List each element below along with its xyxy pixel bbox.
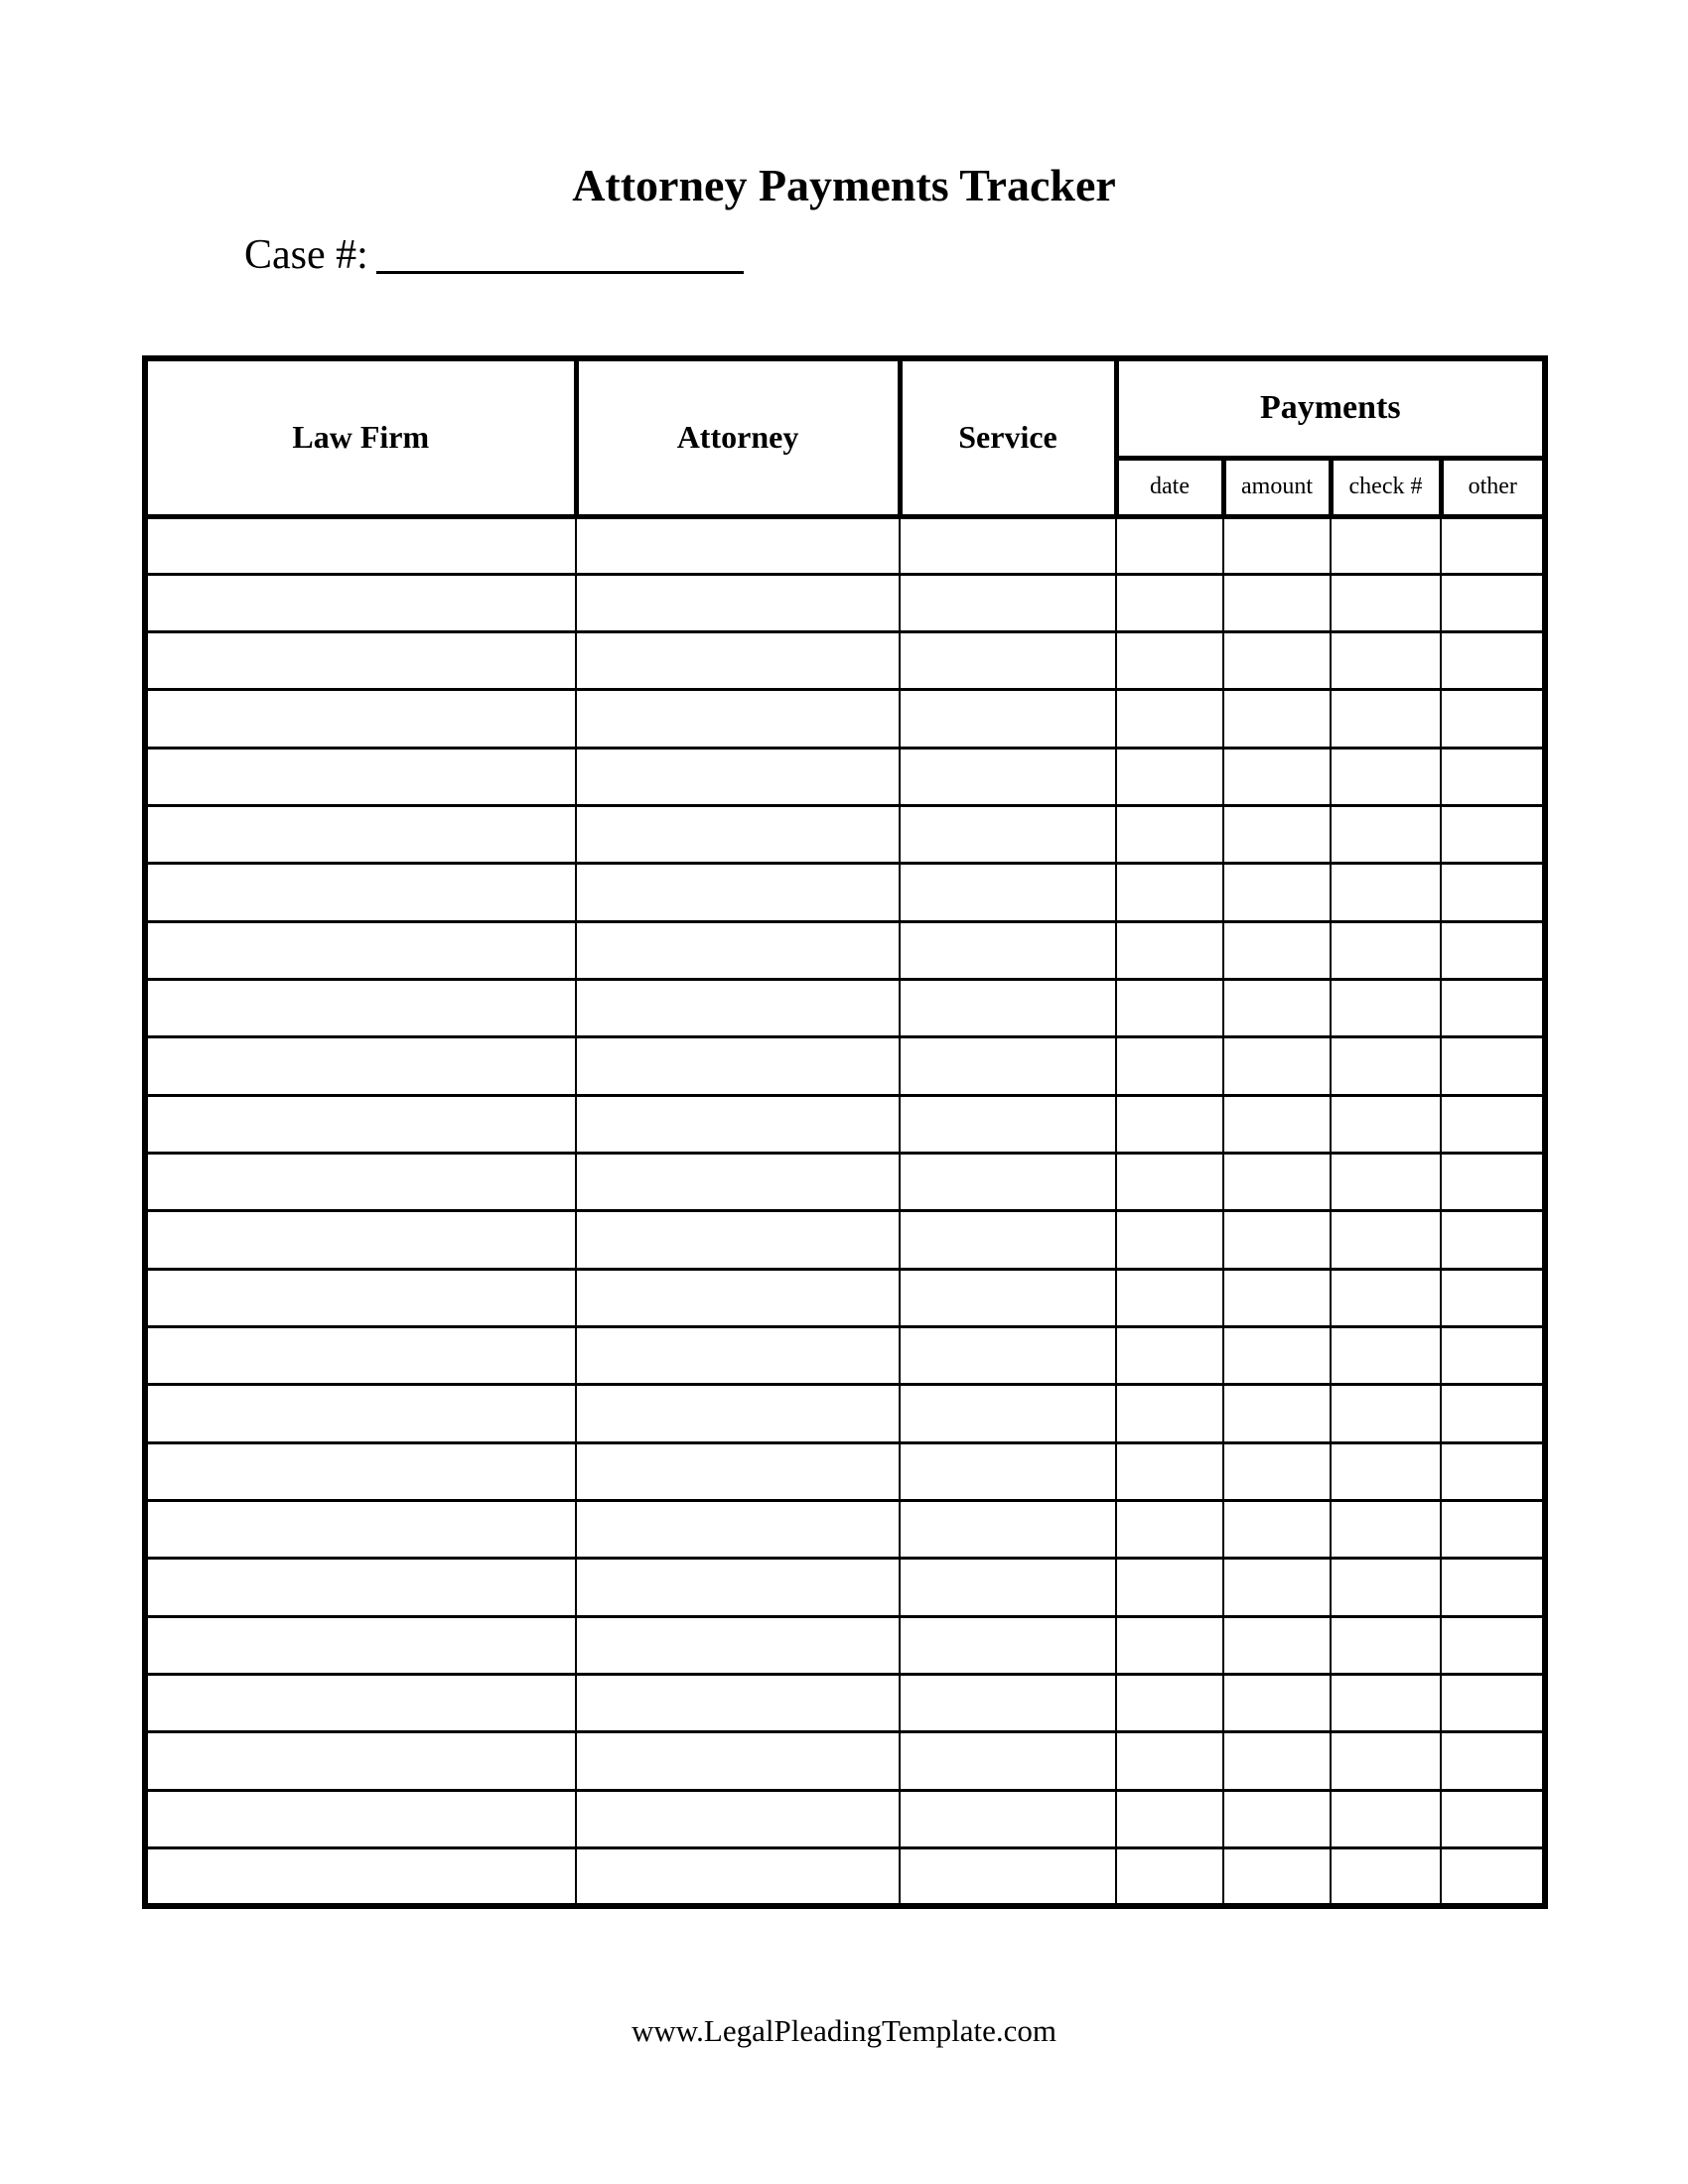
table-header <box>145 358 1545 516</box>
table-cell <box>145 516 576 574</box>
table-cell <box>1223 921 1331 979</box>
page-title: Attorney Payments Tracker <box>572 160 1116 210</box>
table-cell <box>1223 1327 1331 1385</box>
table-cell <box>576 1501 900 1559</box>
table-row <box>145 1559 1545 1616</box>
table-cell <box>900 1154 1116 1211</box>
table-cell <box>1331 1037 1441 1095</box>
table-cell <box>576 980 900 1037</box>
table-cell <box>1116 1501 1223 1559</box>
table-cell <box>1116 574 1223 631</box>
table-cell <box>900 1095 1116 1153</box>
table-cell <box>1116 1211 1223 1269</box>
table-cell <box>1331 1095 1441 1153</box>
table-cell <box>900 1442 1116 1500</box>
table-cell <box>145 632 576 690</box>
table-cell <box>145 1675 576 1732</box>
table-cell <box>1223 1616 1331 1674</box>
table-cell <box>1223 864 1331 921</box>
table-cell <box>576 1037 900 1095</box>
table-cell <box>145 1442 576 1500</box>
table-cell <box>900 1732 1116 1790</box>
table-cell <box>900 1037 1116 1095</box>
table-cell <box>576 1442 900 1500</box>
table-cell <box>145 574 576 631</box>
table-cell <box>1223 574 1331 631</box>
subcolumn-header-date: date <box>1116 458 1223 516</box>
table-cell <box>1116 1732 1223 1790</box>
table-cell <box>145 748 576 805</box>
table-cell <box>1116 1327 1223 1385</box>
table-row <box>145 806 1545 864</box>
table-cell <box>1441 1616 1545 1674</box>
table-cell <box>1223 1385 1331 1442</box>
table-cell <box>900 1675 1116 1732</box>
table-cell <box>900 1211 1116 1269</box>
table-cell <box>576 690 900 748</box>
subcolumn-header-check-number: check # <box>1331 458 1441 516</box>
table-row <box>145 748 1545 805</box>
table-cell <box>1441 1675 1545 1732</box>
table-cell <box>576 574 900 631</box>
table-cell <box>1116 921 1223 979</box>
table-cell <box>576 1385 900 1442</box>
table-row <box>145 1442 1545 1500</box>
table-cell <box>1441 690 1545 748</box>
table-row <box>145 690 1545 748</box>
table-cell <box>145 1790 576 1847</box>
table-cell <box>1441 1327 1545 1385</box>
table-row <box>145 1848 1545 1906</box>
table-cell <box>1441 1037 1545 1095</box>
table-cell <box>1116 1790 1223 1847</box>
table-cell <box>576 748 900 805</box>
table-cell <box>145 1154 576 1211</box>
table-cell <box>1441 1095 1545 1153</box>
table-row <box>145 632 1545 690</box>
table-cell <box>576 1327 900 1385</box>
table-cell <box>1223 1211 1331 1269</box>
table-cell <box>576 864 900 921</box>
table-cell <box>1116 806 1223 864</box>
table-cell <box>1441 921 1545 979</box>
table-cell <box>145 806 576 864</box>
table-cell <box>1223 980 1331 1037</box>
table-cell <box>1441 1501 1545 1559</box>
table-cell <box>1441 632 1545 690</box>
table-cell <box>145 1269 576 1326</box>
table-cell <box>1331 1327 1441 1385</box>
table-row <box>145 1037 1545 1095</box>
table-cell <box>1331 1675 1441 1732</box>
table-cell <box>1331 1385 1441 1442</box>
table-cell <box>1223 1269 1331 1326</box>
table-cell <box>576 1154 900 1211</box>
table-cell <box>900 921 1116 979</box>
subcolumn-header-other: other <box>1441 458 1545 516</box>
table-cell <box>145 1616 576 1674</box>
table-cell <box>1223 1501 1331 1559</box>
table-cell <box>1441 1732 1545 1790</box>
table-cell <box>1331 980 1441 1037</box>
table-body <box>145 516 1545 1906</box>
table-cell <box>1116 1848 1223 1906</box>
table-cell <box>1116 516 1223 574</box>
table-row <box>145 574 1545 631</box>
column-header-attorney: Attorney <box>576 358 900 516</box>
table-cell <box>145 1327 576 1385</box>
table-cell <box>1116 1385 1223 1442</box>
table-cell <box>1441 864 1545 921</box>
table-cell <box>1223 748 1331 805</box>
table-cell <box>900 574 1116 631</box>
table-cell <box>576 516 900 574</box>
table-cell <box>1116 632 1223 690</box>
table-cell <box>1331 1154 1441 1211</box>
table-cell <box>145 1559 576 1616</box>
table-cell <box>1441 1559 1545 1616</box>
table-cell <box>145 1385 576 1442</box>
table-cell <box>900 806 1116 864</box>
table-cell <box>576 1269 900 1326</box>
table-cell <box>576 1732 900 1790</box>
table-cell <box>1116 864 1223 921</box>
table-cell <box>1223 806 1331 864</box>
table-cell <box>1116 1037 1223 1095</box>
table-cell <box>1223 1732 1331 1790</box>
table-cell <box>1331 921 1441 979</box>
table-cell <box>1331 1848 1441 1906</box>
table-cell <box>1441 1269 1545 1326</box>
table-row <box>145 1790 1545 1847</box>
case-number-label: Case #: <box>244 232 368 278</box>
table-cell <box>900 1269 1116 1326</box>
payments-table <box>142 355 1548 1909</box>
table-row <box>145 1327 1545 1385</box>
table-cell <box>1441 1442 1545 1500</box>
table-cell <box>576 1616 900 1674</box>
table-cell <box>1223 516 1331 574</box>
table-row <box>145 1095 1545 1153</box>
table-cell <box>576 1848 900 1906</box>
table-row <box>145 921 1545 979</box>
table-cell <box>1223 1095 1331 1153</box>
table-cell <box>145 1501 576 1559</box>
column-group-header-payments: Payments <box>1116 358 1545 458</box>
table-cell <box>1223 1154 1331 1211</box>
table-cell <box>576 806 900 864</box>
table-cell <box>1331 1501 1441 1559</box>
table-row <box>145 1501 1545 1559</box>
table-cell <box>576 1790 900 1847</box>
table-cell <box>145 1095 576 1153</box>
table-cell <box>1331 516 1441 574</box>
table-cell <box>1116 1675 1223 1732</box>
table-cell <box>145 980 576 1037</box>
table-cell <box>1331 1442 1441 1500</box>
table-cell <box>900 1385 1116 1442</box>
table-cell <box>1331 1559 1441 1616</box>
table-row <box>145 864 1545 921</box>
table-row <box>145 1154 1545 1211</box>
table-cell <box>900 632 1116 690</box>
table-cell <box>1331 574 1441 631</box>
table-cell <box>1331 1732 1441 1790</box>
table-row <box>145 1616 1545 1674</box>
table-cell <box>145 864 576 921</box>
table-cell <box>1331 748 1441 805</box>
table-cell <box>1116 980 1223 1037</box>
table-cell <box>1223 1675 1331 1732</box>
table-cell <box>1116 1269 1223 1326</box>
table-cell <box>900 1616 1116 1674</box>
table-cell <box>1116 1559 1223 1616</box>
table-cell <box>145 1848 576 1906</box>
case-number-blank-line <box>376 271 744 274</box>
table-row <box>145 516 1545 574</box>
table-row <box>145 1385 1545 1442</box>
table-cell <box>576 1095 900 1153</box>
table-cell <box>1116 690 1223 748</box>
table-cell <box>1116 1442 1223 1500</box>
table-cell <box>1441 1385 1545 1442</box>
table-row <box>145 1211 1545 1269</box>
subcolumn-header-amount: amount <box>1223 458 1331 516</box>
table-cell <box>900 1848 1116 1906</box>
table-cell <box>900 864 1116 921</box>
table-cell <box>1441 1154 1545 1211</box>
case-number-line <box>244 231 744 279</box>
table-cell <box>1441 1790 1545 1847</box>
table-cell <box>1441 748 1545 805</box>
table-cell <box>145 1732 576 1790</box>
table-cell <box>900 1501 1116 1559</box>
table-cell <box>1223 1037 1331 1095</box>
table-row <box>145 980 1545 1037</box>
table-cell <box>1441 574 1545 631</box>
table-cell <box>1331 1211 1441 1269</box>
table-cell <box>1116 1616 1223 1674</box>
table-cell <box>1331 864 1441 921</box>
table-cell <box>1116 748 1223 805</box>
table-cell <box>1441 980 1545 1037</box>
table-cell <box>1441 1211 1545 1269</box>
column-header-law-firm: Law Firm <box>145 358 576 516</box>
table-cell <box>900 1790 1116 1847</box>
table-cell <box>1223 690 1331 748</box>
table-cell <box>1223 632 1331 690</box>
footer-url: www.LegalPleadingTemplate.com <box>632 2013 1056 2048</box>
table-cell <box>1331 690 1441 748</box>
table-cell <box>145 690 576 748</box>
table-cell <box>1223 1790 1331 1847</box>
table-cell <box>1331 1790 1441 1847</box>
table-cell <box>145 921 576 979</box>
table-cell <box>900 748 1116 805</box>
header-row-main <box>145 358 1545 458</box>
table-cell <box>1331 806 1441 864</box>
table-cell <box>576 921 900 979</box>
table-cell <box>576 1211 900 1269</box>
table-cell <box>900 1559 1116 1616</box>
table-cell <box>1331 1269 1441 1326</box>
table-cell <box>1223 1559 1331 1616</box>
table-cell <box>900 980 1116 1037</box>
table-row <box>145 1269 1545 1326</box>
table-cell <box>1223 1848 1331 1906</box>
table-cell <box>1116 1154 1223 1211</box>
table-cell <box>900 1327 1116 1385</box>
table-cell <box>145 1211 576 1269</box>
table-row <box>145 1675 1545 1732</box>
table-cell <box>900 516 1116 574</box>
table-cell <box>1116 1095 1223 1153</box>
table-cell <box>1223 1442 1331 1500</box>
table-cell <box>1441 806 1545 864</box>
table-cell <box>1441 516 1545 574</box>
table-cell <box>1441 1848 1545 1906</box>
table-cell <box>576 632 900 690</box>
table-cell <box>576 1675 900 1732</box>
table-cell <box>1331 1616 1441 1674</box>
table-cell <box>576 1559 900 1616</box>
table-cell <box>900 690 1116 748</box>
column-header-service: Service <box>900 358 1116 516</box>
table-cell <box>1331 632 1441 690</box>
table-cell <box>145 1037 576 1095</box>
table-row <box>145 1732 1545 1790</box>
